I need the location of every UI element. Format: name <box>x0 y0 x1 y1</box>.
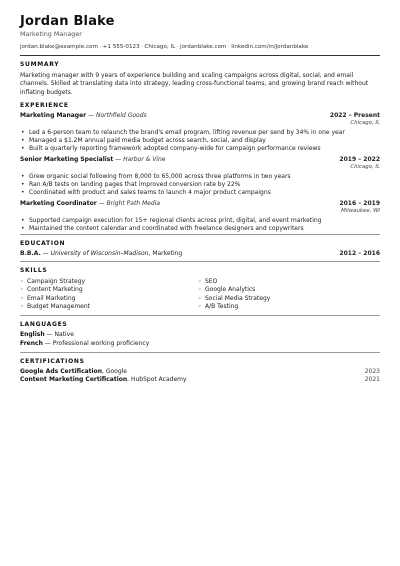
job-bullet: • Maintained the content calendar and coordinated with freelance designers and copywriters <box>29 225 380 233</box>
skill-item: ◦ Budget Management <box>27 303 198 311</box>
contact-separator: · <box>227 44 230 50</box>
skill-item: ◦ Campaign Strategy <box>27 278 198 286</box>
job-role: Marketing Manager <box>20 112 87 120</box>
certification-item: Content Marketing Certification, HubSpot Academy 2021 <box>20 376 380 384</box>
section-divider <box>20 261 380 262</box>
certifications-section <box>20 358 380 385</box>
school: University of Wisconsin–Madison <box>50 250 149 258</box>
contact-separator: · <box>176 44 179 50</box>
dash: — <box>98 200 105 208</box>
job-location: Chicago, IL <box>350 119 380 126</box>
skills-columns <box>20 278 380 312</box>
language-item <box>20 331 380 339</box>
section-heading: SKILLS <box>20 266 48 274</box>
job-header-row <box>20 112 380 120</box>
certifications-list <box>20 368 380 385</box>
dash: — <box>42 250 49 258</box>
job-company: Bright Path Media <box>106 200 161 208</box>
job-header-row <box>20 156 380 164</box>
contact-linkedin[interactable]: linkedin.com/in/jordanblake <box>231 44 309 50</box>
language-level: Professional working proficiency <box>52 339 150 347</box>
skills-column-right <box>198 278 376 312</box>
job-bullet: • Coordinated with product and sales teams to launch 4 major product campaigns <box>29 189 380 197</box>
job-dates: 2022 – Present <box>329 112 380 120</box>
section-divider <box>20 234 380 235</box>
job-entry <box>20 156 380 197</box>
job-bullet: • Built a quarterly reporting framework adopted company-wide for campaign performance reviews <box>29 145 380 153</box>
job-company: Harbor & Vine <box>123 156 166 164</box>
degree: B.B.A. <box>20 250 41 258</box>
contact-separator: · <box>99 44 102 50</box>
skill-item: ◦ Google Analytics <box>205 286 376 294</box>
section-heading: CERTIFICATIONS <box>20 357 85 365</box>
contact-email[interactable]: jordan.blake@example.com <box>20 44 98 50</box>
education-dates: 2012 – 2016 <box>339 250 380 258</box>
certification-item: Google Ads Certification, Google 2023 <box>20 367 380 375</box>
certification-year: 2023 <box>364 367 380 375</box>
language-name: French <box>20 339 43 347</box>
job-entry <box>20 200 380 233</box>
dash: — <box>88 112 95 120</box>
section-divider <box>20 352 380 353</box>
contact-location: Chicago, IL <box>144 44 176 50</box>
contact-website[interactable]: jordanblake.com <box>180 44 227 50</box>
job-role: Marketing Coordinator <box>20 200 97 208</box>
summary-text: Marketing manager with 9 years of experience building and scaling campaigns across digital, social, and email channels. Skilled at translating data into strategy, leading cross-functional teams, and growing brand reach without inflating budgets. <box>20 72 369 96</box>
dash: — <box>46 331 53 339</box>
language-name: English <box>20 331 45 339</box>
education-row: B.B.A. — University of Wisconsin–Madison, Marketing 2012 – 2016 <box>20 250 380 258</box>
resume-header <box>20 14 380 56</box>
skill-item: ◦ A/B Testing <box>205 303 376 311</box>
dash: — <box>44 339 51 347</box>
certification-issuer: Google <box>105 367 128 375</box>
candidate-name: Jordan Blake <box>20 14 115 29</box>
languages-section <box>20 321 380 353</box>
skill-item: ◦ SEO <box>205 278 376 286</box>
job-entry <box>20 112 380 153</box>
education-section <box>20 240 380 262</box>
field-of-study: Marketing <box>152 250 183 258</box>
job-location: Milwaukee, WI <box>341 207 380 214</box>
certification-name: Google Ads Certification <box>20 367 103 375</box>
language-level: Native <box>54 331 74 339</box>
skill-item: ◦ Social Media Strategy <box>205 295 376 303</box>
job-bullet: • Grew organic social following from 8,000 to 65,000 across three platforms in two years <box>29 173 380 181</box>
job-company: Northfield Goods <box>95 112 147 120</box>
experience-section <box>20 102 380 235</box>
job-bullets <box>20 173 380 198</box>
job-bullets <box>20 217 380 234</box>
language-item <box>20 340 380 348</box>
job-bullet: • Managed a $1.2M annual paid media budget across search, social, and display <box>29 137 380 145</box>
section-heading: EDUCATION <box>20 240 66 248</box>
job-bullet: • Supported campaign execution for 15+ regional clients across print, digital, and event marketing <box>29 217 380 225</box>
section-heading: LANGUAGES <box>20 321 68 329</box>
header-divider <box>20 55 380 56</box>
section-heading: EXPERIENCE <box>20 101 69 109</box>
job-location: Chicago, IL <box>350 163 380 170</box>
section-heading: SUMMARY <box>20 61 60 68</box>
skills-column-left <box>20 278 198 312</box>
job-bullet: • Led a 6-person team to relaunch the brand's email program, lifting revenue per send by 34% in one year <box>29 129 380 137</box>
job-role: Senior Marketing Specialist <box>20 156 114 164</box>
job-bullet: • Ran A/B tests on landing pages that improved conversion rate by 22% <box>29 181 380 189</box>
summary-section <box>20 61 380 97</box>
skills-section <box>20 267 380 317</box>
certification-name: Content Marketing Certification <box>20 376 128 384</box>
skill-item: ◦ Content Marketing <box>27 286 198 294</box>
dash: — <box>115 156 122 164</box>
contact-separator: · <box>141 44 143 50</box>
job-header-row <box>20 200 380 208</box>
languages-list <box>20 331 380 348</box>
section-divider <box>20 315 380 316</box>
job-bullets <box>20 129 380 154</box>
contact-line <box>20 43 380 51</box>
skill-item: ◦ Email Marketing <box>27 295 198 303</box>
contact-phone[interactable]: +1 555-0123 <box>102 44 140 50</box>
certification-issuer: HubSpot Academy <box>130 376 187 384</box>
job-dates: 2019 – 2022 <box>339 156 380 164</box>
candidate-title: Marketing Manager <box>20 30 82 38</box>
job-dates: 2016 – 2019 <box>339 200 380 208</box>
certification-year: 2021 <box>364 376 380 384</box>
